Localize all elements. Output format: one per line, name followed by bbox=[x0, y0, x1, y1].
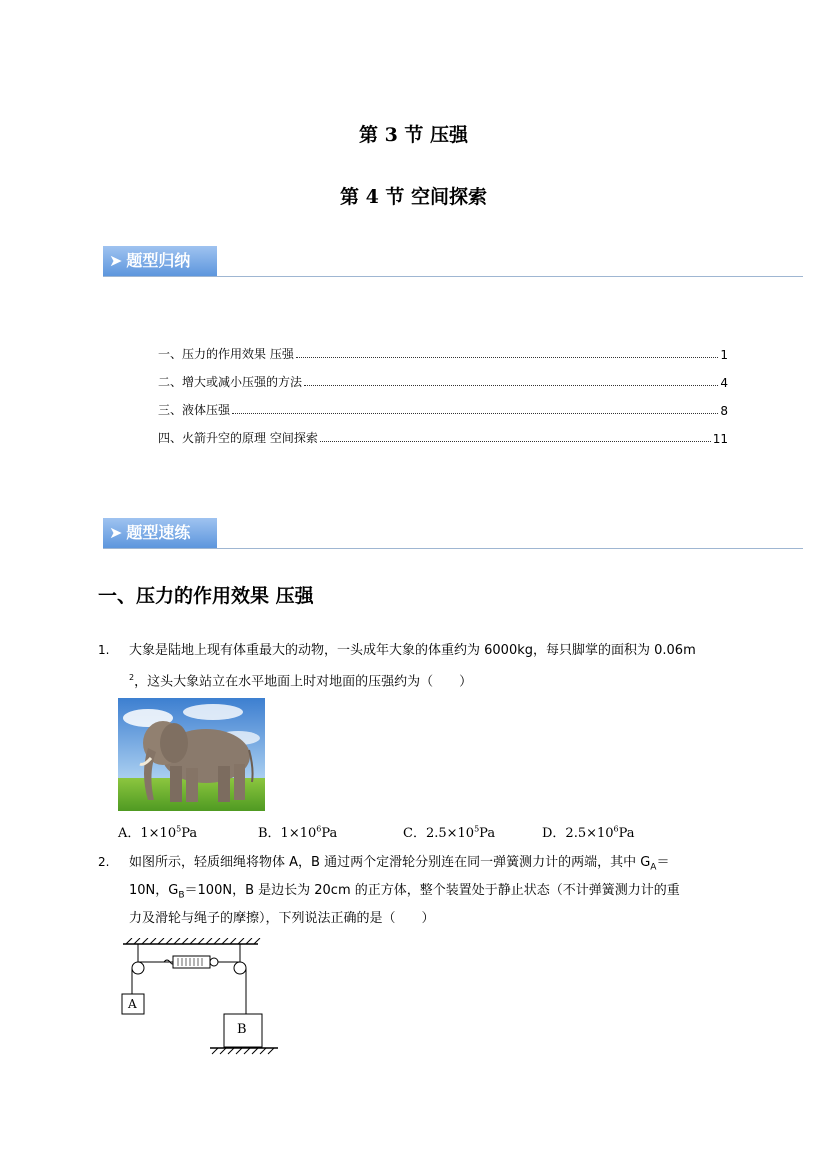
exponent: 6 bbox=[613, 824, 619, 834]
toc-page: 1 bbox=[720, 348, 728, 362]
question-1-text-cont bbox=[129, 663, 472, 696]
exponent: 5 bbox=[474, 824, 480, 834]
option-unit: Pa bbox=[479, 826, 496, 841]
option-d[interactable] bbox=[542, 822, 635, 841]
section-heading: 一、压力的作用效果 压强 bbox=[98, 585, 314, 607]
banner-practice bbox=[103, 518, 217, 548]
superscript: 2 bbox=[129, 673, 135, 682]
pulley-drawing bbox=[118, 938, 283, 1056]
banner-label: 题型归纳 bbox=[126, 251, 191, 270]
option-text: A．1×10 bbox=[118, 826, 177, 841]
toc-page: 8 bbox=[720, 404, 728, 418]
subscript: A bbox=[650, 862, 657, 873]
option-a[interactable] bbox=[118, 822, 197, 841]
banner-label: 题型速练 bbox=[126, 523, 191, 542]
toc-row[interactable] bbox=[158, 428, 728, 446]
option-text: C．2.5×10 bbox=[403, 826, 475, 841]
toc-label: 一、压力的作用效果 压强 bbox=[158, 347, 294, 361]
exponent: 5 bbox=[176, 824, 182, 834]
toc-label: 三、液体压强 bbox=[158, 403, 231, 417]
subscript: B bbox=[178, 890, 185, 901]
question-text-line: ＝100N，B 是边长为 20cm 的正方体，整个装置处于静止状态（不计弹簧测力计的重 bbox=[184, 883, 680, 898]
pulley-diagram bbox=[118, 938, 283, 1056]
block-a-label: A bbox=[128, 997, 137, 1011]
question-number: 1. bbox=[98, 643, 110, 657]
toc-row[interactable] bbox=[158, 344, 728, 362]
option-unit: Pa bbox=[618, 826, 635, 841]
option-unit: Pa bbox=[321, 826, 338, 841]
toc-label: 四、火箭升空的原理 空间探索 bbox=[158, 431, 318, 445]
toc-row[interactable] bbox=[158, 400, 728, 418]
toc-label: 二、增大或减小压强的方法 bbox=[158, 375, 303, 389]
exponent: 6 bbox=[316, 824, 322, 834]
option-b[interactable] bbox=[258, 822, 337, 841]
arrow-icon: ➤ bbox=[109, 251, 123, 270]
elephant-image bbox=[118, 698, 265, 811]
question-text-line: ，这头大象站立在水平地面上时对地面的压强约为（ ） bbox=[134, 674, 473, 690]
option-unit: Pa bbox=[181, 826, 198, 841]
question-1-text bbox=[129, 636, 739, 665]
option-text: B．1×10 bbox=[258, 826, 317, 841]
toc-page: 4 bbox=[720, 376, 728, 390]
title-section-4: 第 4 节 空间探索 bbox=[339, 186, 488, 208]
option-text: D．2.5×10 bbox=[542, 826, 614, 841]
question-2-text-cont2: 力及滑轮与绳子的摩擦），下列说法正确的是（ ） bbox=[129, 911, 435, 926]
question-text-line: 10N，G bbox=[129, 883, 179, 898]
banner-divider bbox=[103, 276, 803, 277]
block-b-label: B bbox=[237, 1022, 247, 1037]
arrow-icon: ➤ bbox=[109, 523, 123, 542]
toc-page: 11 bbox=[712, 432, 728, 446]
question-number: 2. bbox=[98, 855, 110, 869]
question-text-line: 如图所示，轻质细绳将物体 A，B 通过两个定滑轮分别连在同一弹簧测力计的两端，其中 G bbox=[129, 855, 651, 870]
title-section-3: 第 3 节 压强 bbox=[358, 124, 469, 146]
toc-leader bbox=[232, 413, 718, 414]
toc-leader bbox=[296, 357, 719, 358]
option-c[interactable] bbox=[403, 822, 495, 841]
question-text-line: ＝ bbox=[656, 855, 670, 870]
toc-leader bbox=[304, 385, 718, 386]
question-text-line: 大象是陆地上现有体重最大的动物，一头成年大象的体重约为 6000kg，每只脚掌的面积为 0.06m bbox=[129, 643, 696, 658]
toc-row[interactable] bbox=[158, 372, 728, 390]
banner-question-types bbox=[103, 246, 217, 276]
banner-divider bbox=[103, 548, 803, 549]
toc-leader bbox=[320, 441, 711, 442]
